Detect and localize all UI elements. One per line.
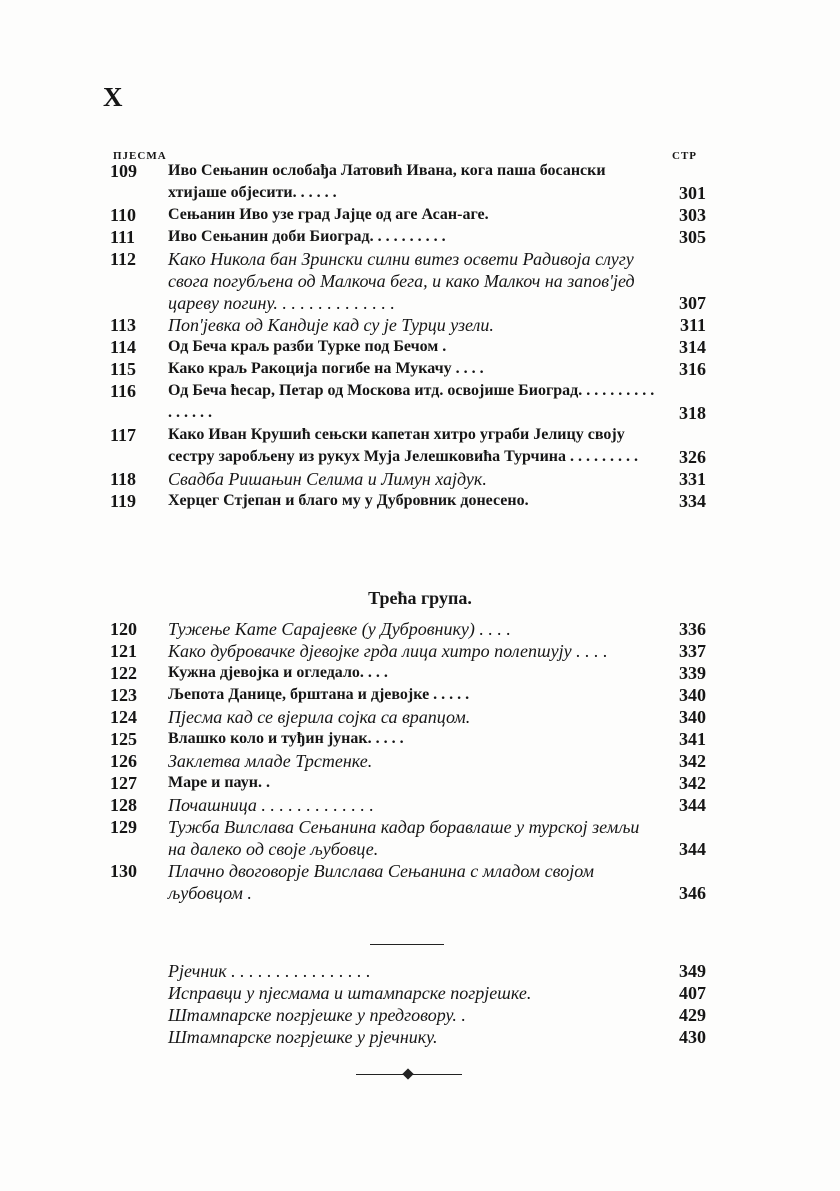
entry-page: 326 [679, 447, 706, 467]
entry-title: Сењанин Иво узе град Јајце од аге Асан-аге. [168, 206, 489, 223]
toc-entry [110, 336, 706, 358]
entry-number: 125 [110, 729, 137, 749]
entry-title: Иво Сењанин доби Биоград. . . . . . . . . . [168, 228, 446, 245]
toc-entry [110, 424, 706, 468]
entry-title: Рјечник . . . . . . . . . . . . . . . . [168, 961, 371, 981]
entry-page: 340 [679, 685, 706, 705]
entry-number: 124 [110, 707, 137, 727]
entry-page: 342 [679, 751, 706, 771]
toc-entry [110, 314, 706, 336]
entry-number: 128 [110, 795, 137, 815]
entry-title: Тужба Вилслава Сењанина кадар боравлаше у турској земљи на далеко од своје љубовце. [168, 817, 640, 859]
diamond-ornament [402, 1068, 413, 1079]
appendix-list [168, 960, 706, 1048]
column-header-page: СТР [672, 150, 697, 162]
toc-entry [110, 380, 706, 424]
entry-page: 331 [679, 469, 706, 489]
entry-number: 115 [110, 359, 137, 379]
entry-title: Поп'јевка од Кандије кад су је Турци узели. [168, 315, 494, 335]
toc-list-part1 [110, 160, 706, 512]
toc-entry [110, 772, 706, 794]
entry-number: 109 [110, 161, 137, 181]
toc-entry [110, 706, 706, 728]
toc-entry [168, 1026, 706, 1048]
ornament-rule [356, 1074, 462, 1075]
toc-entry [168, 982, 706, 1004]
entry-number: 129 [110, 817, 137, 837]
entry-title: Иво Сењанин ослобађа Латовић Ивана, кога паша босански хтијаше објесити. . . . . . [168, 162, 606, 201]
entry-page: 346 [679, 883, 706, 903]
entry-title: Кужна дјевојка и огледало. . . . [168, 664, 388, 681]
entry-number: 117 [110, 425, 137, 445]
entry-title: Влашко коло и туђин јунак. . . . . [168, 730, 404, 747]
entry-page: 344 [679, 795, 706, 815]
entry-page: 316 [679, 359, 706, 379]
entry-title: Од Беча краљ разби Турке под Бечом . [168, 338, 447, 355]
entry-number: 113 [110, 315, 137, 335]
entry-number: 116 [110, 381, 137, 401]
toc-entry [168, 960, 706, 982]
entry-page: 429 [679, 1005, 706, 1025]
entry-page: 334 [679, 491, 706, 511]
entry-page: 341 [679, 729, 706, 749]
entry-page: 318 [679, 403, 706, 423]
toc-entry [110, 248, 706, 314]
toc-entry [110, 794, 706, 816]
entry-title: Тужење Кате Сарајевке (у Дубровнику) . . . . [168, 619, 511, 639]
divider-rule [370, 944, 444, 945]
entry-page: 314 [679, 337, 706, 357]
toc-entry [110, 204, 706, 226]
entry-page: 336 [679, 619, 706, 639]
entry-page: 344 [679, 839, 706, 859]
toc-entry [110, 728, 706, 750]
entry-title: Пјесма кад се вјерила сојка са врапцом. [168, 707, 471, 727]
toc-list-part2 [110, 618, 706, 904]
entry-number: 111 [110, 227, 136, 247]
toc-entry [110, 860, 706, 904]
entry-page: 305 [679, 227, 706, 247]
toc-entry [110, 358, 706, 380]
toc-entry [110, 490, 706, 512]
entry-number: 114 [110, 337, 137, 357]
toc-entry [110, 468, 706, 490]
entry-page: 337 [679, 641, 706, 661]
entry-title: Исправци у пјесмама и штампарске погрјешке. [168, 983, 532, 1003]
entry-number: 130 [110, 861, 137, 881]
toc-entry [110, 816, 706, 860]
entry-title: Почашница . . . . . . . . . . . . . [168, 795, 374, 815]
entry-number: 122 [110, 663, 137, 683]
entry-page: 301 [679, 183, 706, 203]
entry-number: 118 [110, 469, 137, 489]
page-numeral: X [103, 82, 124, 112]
entry-number: 126 [110, 751, 137, 771]
entry-number: 110 [110, 205, 137, 225]
entry-number: 127 [110, 773, 137, 793]
entry-title: Од Беча ћесар, Петар од Москова итд. освојише Биоград. . . . . . . . . . . . . . . . [168, 382, 655, 421]
entry-title: Херцег Стјепан и благо му у Дубровник донесено. [168, 492, 529, 509]
entry-title: Плачно двоговорје Вилслава Сењанина с младом својом љубовцом . [168, 861, 595, 903]
toc-entry [110, 662, 706, 684]
entry-page: 342 [679, 773, 706, 793]
entry-title: Како Никола бан Зрински силни витез освети Радивоја слугу свога погубљена од Малкоча бега, и како Малкоч на запов'јед цареву погину. . . . . . . . . . . . . . [168, 249, 635, 313]
entry-page: 349 [679, 961, 706, 981]
entry-title: Штампарске погрјешке у рјечнику. [168, 1027, 438, 1047]
entry-title: Заклетва младе Трстенке. [168, 751, 373, 771]
group-heading: Трећа група. [368, 588, 472, 608]
entry-page: 303 [679, 205, 706, 225]
entry-title: Маре и паун. . [168, 774, 270, 791]
column-header-song: ПЈЕСМА [113, 150, 167, 162]
toc-entry [110, 160, 706, 204]
toc-entry [110, 640, 706, 662]
entry-title: Свадба Ришањин Селима и Лимун хајдук. [168, 469, 487, 489]
entry-number: 119 [110, 491, 137, 511]
entry-number: 112 [110, 249, 137, 269]
entry-page: 339 [679, 663, 706, 683]
entry-number: 121 [110, 641, 137, 661]
entry-page: 340 [679, 707, 706, 727]
entry-number: 123 [110, 685, 137, 705]
toc-entry [110, 684, 706, 706]
entry-page: 430 [679, 1027, 706, 1047]
entry-page: 307 [679, 293, 706, 313]
entry-page: 311 [679, 315, 706, 335]
entry-number: 120 [110, 619, 137, 639]
toc-entry [110, 618, 706, 640]
toc-entry [168, 1004, 706, 1026]
entry-title: Како Иван Крушић сењски капетан хитро уграби Јелицу своју сестру заробљену из рукух Мујa Јелешковића Турчина . . . . . . . . . [168, 426, 638, 465]
toc-entry [110, 226, 706, 248]
toc-entry [110, 750, 706, 772]
entry-title: Штампарске погрјешке у предговору. . [168, 1005, 466, 1025]
entry-title: Како краљ Ракоција погибе на Мукачу . . . . [168, 360, 484, 377]
entry-title: Како дубровачке дјевојке грда лица хитро полепшују . . . . [168, 641, 608, 661]
entry-page: 407 [679, 983, 706, 1003]
entry-title: Љепота Данице, брштана и дјевојке . . . . . [168, 686, 470, 703]
